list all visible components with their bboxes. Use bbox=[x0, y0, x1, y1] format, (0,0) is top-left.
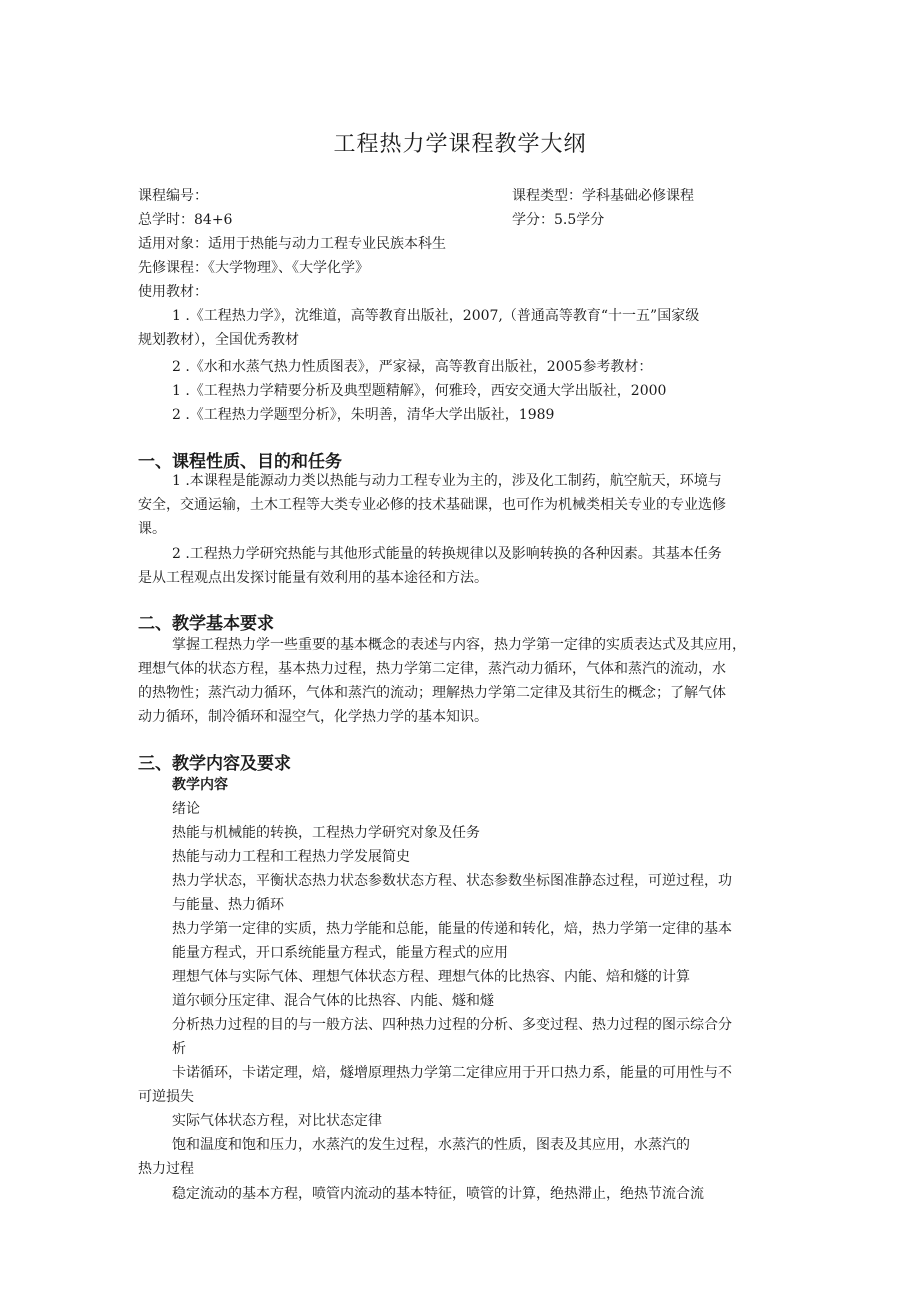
reference-1: 1 .《工程热力学精要分析及典型题精解》，何雅玲，西安交通大学出版社，2000 bbox=[172, 383, 667, 399]
section-2-line: 掌握工程热力学一些重要的基本概念的表述与内容，热力学第一定律的实质表达式及其应用， bbox=[172, 637, 746, 653]
section-2-line: 的热物性；蒸汽动力循环，气体和蒸汽的流动；理解热力学第二定律及其衍生的概念；了解气体 bbox=[138, 685, 726, 701]
section-1-heading: 一、课程性质、目的和任务 bbox=[138, 452, 342, 472]
content-item: 热力学第一定律的实质，热力学能和总能，能量的传递和转化，焙，热力学第一定律的基本 bbox=[172, 921, 732, 937]
content-item: 分析热力过程的目的与一般方法、四种热力过程的分析、多变过程、热力过程的图示综合分 bbox=[172, 1017, 732, 1033]
section-1-paragraph-2-line: 是从工程观点出发探讨能量有效利用的基本途径和方法。 bbox=[138, 570, 488, 586]
textbook-1-line-2: 规划教材），全国优秀教材 bbox=[138, 332, 299, 348]
content-item: 能量方程式，开口系统能量方程式，能量方程式的应用 bbox=[172, 945, 508, 961]
content-item: 热力学状态，平衡状态热力状态参数状态方程、状态参数坐标图准静态过程，可逆过程，功 bbox=[172, 873, 732, 889]
content-item: 热能与动力工程和工程热力学发展简史 bbox=[172, 849, 410, 865]
content-item: 析 bbox=[172, 1041, 186, 1057]
section-1-paragraph-1-line: 课。 bbox=[138, 521, 166, 537]
prerequisites: 先修课程：《大学物理》、《大学化学》 bbox=[138, 260, 369, 276]
textbook-1-line-1: 1 .《工程热力学》，沈维道，高等教育出版社，2007,（普通高等教育“十一五”国家级 bbox=[172, 308, 700, 324]
section-2-line: 动力循环，制冷循环和湿空气，化学热力学的基本知识。 bbox=[138, 709, 488, 725]
section-1-paragraph-1-line: 安全，交通运输，土木工程等大类专业必修的技术基础课，也可作为机械类相关专业的专业选修 bbox=[138, 497, 726, 513]
section-3-subheading: 教学内容 bbox=[172, 777, 228, 793]
content-item: 热力过程 bbox=[138, 1161, 194, 1177]
content-item: 稳定流动的基本方程，喷管内流动的基本特征，喷管的计算，绝热滞止，绝热节流合流 bbox=[172, 1186, 704, 1202]
textbooks-label: 使用教材： bbox=[138, 284, 208, 300]
content-item: 可逆损失 bbox=[138, 1089, 194, 1105]
course-type: 课程类型：学科基础必修课程 bbox=[512, 188, 694, 204]
content-item: 热能与机械能的转换，工程热力学研究对象及任务 bbox=[172, 825, 480, 841]
content-item: 与能量、热力循环 bbox=[172, 897, 284, 913]
content-item: 卡诺循环，卡诺定理，焙，燧增原理热力学第二定律应用于开口热力系，能量的可用性与不 bbox=[172, 1065, 732, 1081]
content-item: 道尔顿分压定律、混合气体的比热容、内能、燧和燧 bbox=[172, 993, 494, 1009]
course-code: 课程编号： bbox=[138, 188, 208, 204]
section-2-line: 理想气体的状态方程，基本热力过程，热力学第二定律，蒸汽动力循环，气体和蒸汽的流动，水 bbox=[138, 661, 726, 677]
section-1-paragraph-1-line: 1 .本课程是能源动力类以热能与动力工程专业为主的，涉及化工制药，航空航天，环境与 bbox=[172, 473, 722, 489]
section-3-heading: 三、教学内容及要求 bbox=[138, 754, 291, 774]
content-item: 饱和温度和饱和压力，水蒸汽的发生过程，水蒸汽的性质，图表及其应用，水蒸汽的 bbox=[172, 1137, 690, 1153]
credits: 学分：5.5学分 bbox=[512, 212, 605, 228]
section-2-heading: 二、教学基本要求 bbox=[138, 614, 274, 634]
reference-2: 2 .《工程热力学题型分析》，朱明善，清华大学出版社，1989 bbox=[172, 407, 555, 423]
textbook-2: 2 .《水和水蒸气热力性质图表》，严家禄，高等教育出版社，2005参考教材： bbox=[172, 359, 653, 375]
section-1-paragraph-2-line: 2 .工程热力学研究热能与其他形式能量的转换规律以及影响转换的各种因素。其基本任务 bbox=[172, 546, 722, 562]
audience: 适用对象：适用于热能与动力工程专业民族本科生 bbox=[138, 236, 446, 252]
document-title: 工程热力学课程教学大纲 bbox=[333, 132, 587, 157]
content-item: 理想气体与实际气体、理想气体状态方程、理想气体的比热容、内能、焙和燧的计算 bbox=[172, 969, 690, 985]
content-item: 绪论 bbox=[172, 801, 200, 817]
content-item: 实际气体状态方程，对比状态定律 bbox=[172, 1113, 382, 1129]
total-hours: 总学时：84+6 bbox=[138, 212, 233, 228]
